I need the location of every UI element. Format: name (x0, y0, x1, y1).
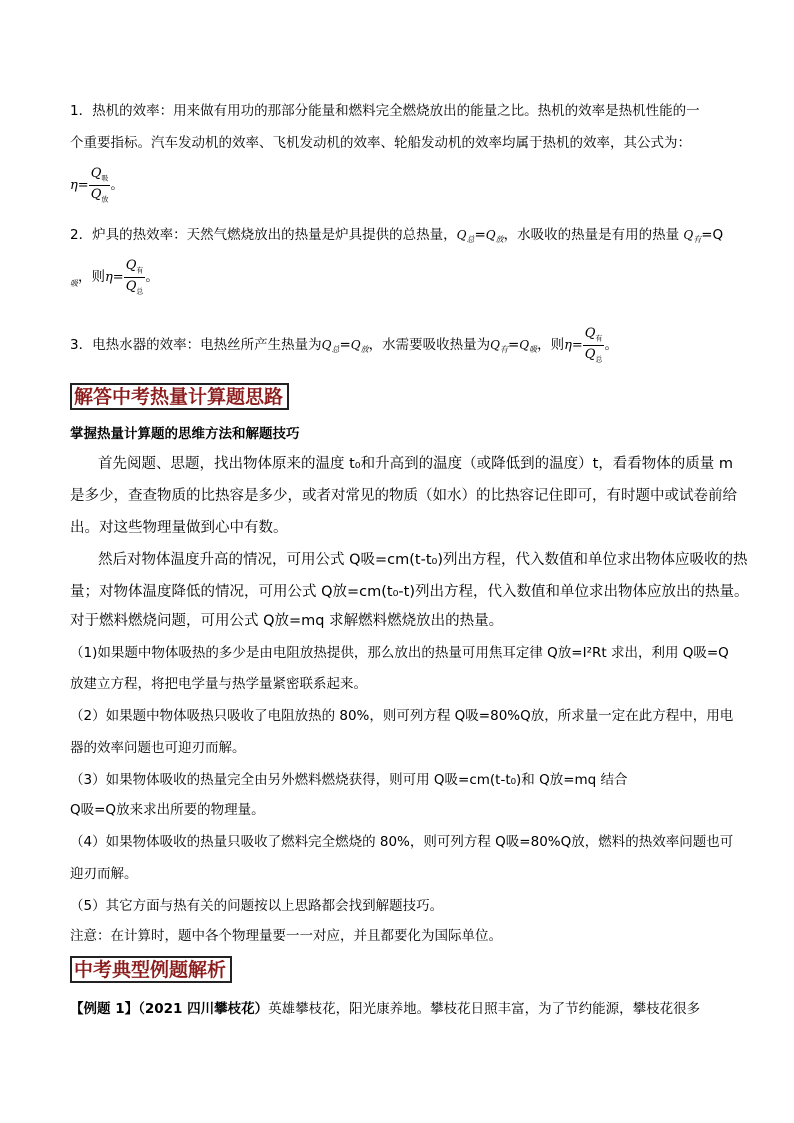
paragraph-line: 个重要指标。汽车发动机的效率、飞机发动机的效率、轮船发动机的效率均属于热机的效率，其公式为： (70, 135, 691, 151)
example-text: 英雄攀枝花，阳光康养地。攀枝花日照丰富，为了节约能源，攀枝花很多 (268, 1001, 701, 1017)
fraction: $\frac{Q_有}{Q_总}$ (584, 326, 603, 364)
example-label: 【例题 1】 (70, 1001, 139, 1017)
paragraph-line: 出。对这些物理量做到心中有数。 (70, 520, 288, 536)
section-heading: 中考典型例题解析 (70, 956, 232, 983)
paragraph-line: （4）如果物体吸收的热量只吸收了燃料完全燃烧的 80%，则可列方程 Q吸=80%Q放，燃料的热效率问题也可 (70, 834, 734, 850)
section-heading: 解答中考热量计算题思路 (70, 383, 289, 410)
paragraph-line: 对于燃料燃烧问题，可用公式 Q放=mq 求解燃料燃烧放出的热量。 (70, 613, 504, 629)
paragraph-line: 然后对物体温度升高的情况，可用公式 Q吸=cm(t-t₀)列出方程，代入数值和单位求出物体应吸收的热 (98, 552, 748, 568)
paragraph-line: （5）其它方面与热有关的问题按以上思路都会找到解题技巧。 (70, 898, 444, 914)
paragraph-line: 迎刃而解。 (70, 866, 138, 882)
formula-thermal-efficiency: η= $\frac{Q_吸}{Q_放}$ 。 (70, 166, 124, 204)
note-line: 注意：在计算时，题中各个物理量要一一对应，并且都要化为国际单位。 (70, 928, 502, 944)
fraction: $\frac{Q_吸}{Q_放}$ (90, 166, 109, 204)
formula-stove-efficiency: $_吸$，则η= $\frac{Q_有}{Q_总}$ 。 (70, 258, 159, 296)
example-source: （2021 四川攀枝花） (138, 1001, 269, 1017)
paragraph-line: 是多少，查查物质的比热容是多少，或者对常见的物质（如水）的比热容记住即可，有时题中或试卷前给 (70, 488, 737, 504)
eta-symbol: η= (70, 178, 89, 194)
paragraph-line: 放建立方程，将把电学量与热学量紧密联系起来。 (70, 676, 367, 692)
paragraph-line-water-heater: 3．电热水器的效率：电热丝所产生热量为$Q_总=Q_放$，水需要吸收热量为$Q_有=Q_吸$，则η= $\frac{Q_有}{Q_总}$ 。 (70, 326, 618, 364)
fraction: $\frac{Q_有}{Q_总}$ (125, 258, 144, 296)
paragraph-line: 2．炉具的热效率：天然气燃烧放出的热量是炉具提供的总热量，$Q_总=Q_放$，水吸收的热量是有用的热量 $Q_有=Q$ (70, 227, 724, 244)
example-line (70, 1000, 700, 1018)
subheading: 掌握热量计算题的思维方法和解题技巧 (70, 426, 300, 442)
paragraph-line: Q吸=Q放来求出所要的物理量。 (70, 802, 265, 818)
paragraph-line: （2）如果题中物体吸热只吸收了电阻放热的 80%，则可列方程 Q吸=80%Q放，所求量一定在此方程中，用电 (70, 708, 734, 724)
paragraph-line: 1．热机的效率：用来做有用功的那部分能量和燃料完全燃烧放出的能量之比。热机的效率是热机性能的一 (70, 103, 700, 119)
paragraph-line: 量；对物体温度降低的情况，可用公式 Q放=cm(t₀-t)列出方程，代入数值和单位求出物体应放出的热量。 (70, 584, 749, 600)
paragraph-line: （1)如果题中物体吸热的多少是由电阻放热提供，那么放出的热量可用焦耳定律 Q放=I²Rt 求出，利用 Q吸=Q (70, 645, 729, 661)
paragraph-line: 首先阅题、思题，找出物体原来的温度 t₀和升高到的温度（或降低到的温度）t，看看物体的质量 m (98, 456, 734, 472)
paragraph-line: （3）如果物体吸收的热量完全由另外燃料燃烧获得，则可用 Q吸=cm(t-t₀)和 Q放=mq 结合 (70, 772, 628, 788)
paragraph-line: 器的效率问题也可迎刃而解。 (70, 740, 246, 756)
